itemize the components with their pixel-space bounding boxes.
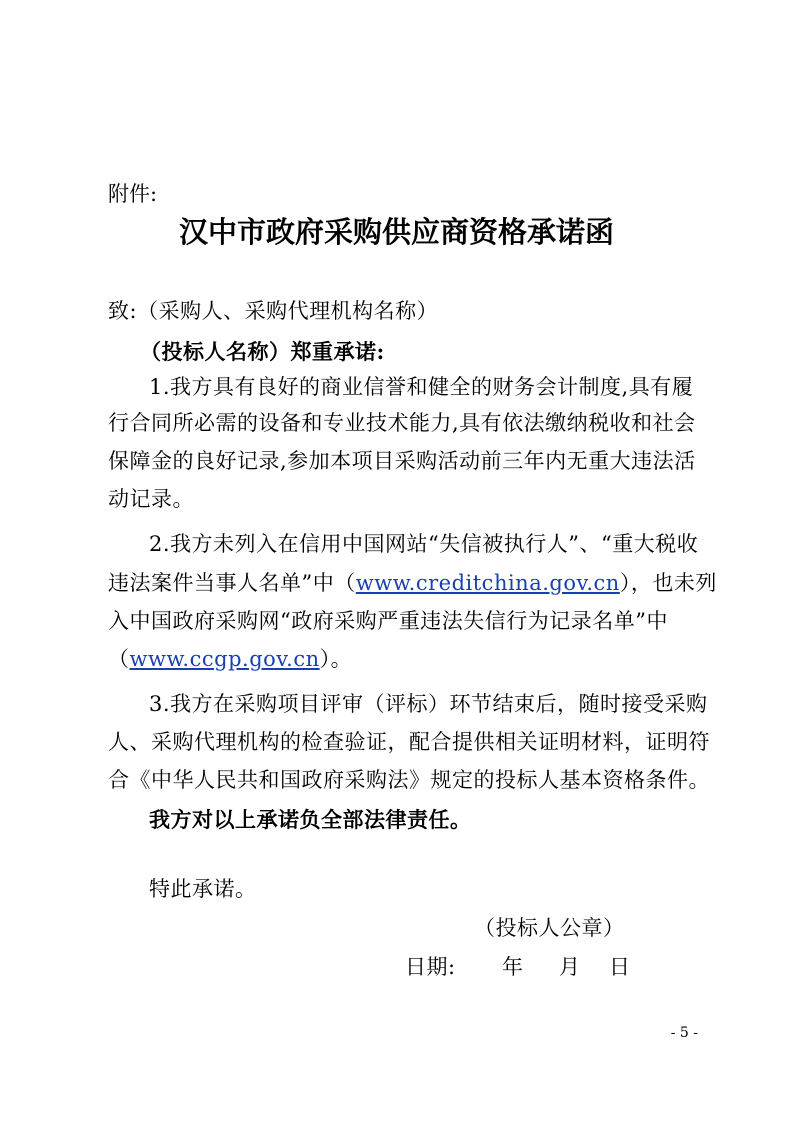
ccgp-link[interactable]: www.ccgp.gov.cn	[129, 647, 320, 671]
date-month: 月	[559, 955, 581, 979]
seal-label: （投标人公章）	[474, 916, 625, 940]
creditchina-link[interactable]: www.creditchina.gov.cn	[355, 571, 620, 595]
item2-line4-suffix: ）。	[319, 647, 353, 671]
document-title: 汉中市政府采购供应商资格承诺函	[178, 215, 614, 249]
item3-line2: 人、采购代理机构的检查验证，配合提供相关证明材料，证明符	[108, 730, 710, 754]
item1-line3: 保障金的良好记录,参加本项目采购活动前三年内无重大违法活	[108, 449, 696, 473]
responsibility-statement: 我方对以上承诺负全部法律责任。	[149, 807, 472, 832]
date-label: 日期:	[405, 955, 456, 979]
item2-line2-prefix: 违法案件当事人名单”中（	[108, 571, 356, 595]
item1-line2: 行合同所必需的设备和专业技术能力,具有依法缴纳税收和社会	[108, 411, 696, 435]
item2-line4-prefix: （	[108, 647, 130, 671]
item2-line3: 入中国政府采购网“政府采购严重违法失信行为记录名单”中	[108, 609, 668, 633]
attachment-label: 附件:	[108, 182, 158, 206]
item2-line2-suffix: ），也未列	[619, 571, 717, 595]
item1-line4: 动记录。	[108, 487, 194, 511]
item2-line4	[108, 645, 352, 673]
item2-line1: 2.我方未列入在信用中国网站“失信被执行人”、“重大税收	[149, 532, 699, 556]
page-number: - 5 -	[670, 1025, 698, 1041]
date-year: 年	[502, 955, 524, 979]
date-line	[405, 953, 631, 981]
item1-line1: 1.我方具有良好的商业信誉和健全的财务会计制度,具有履	[149, 375, 694, 399]
item2-line2	[108, 569, 717, 597]
closing-line: 特此承诺。	[149, 877, 257, 901]
date-day: 日	[609, 955, 631, 979]
item3-line3: 合《中华人民共和国政府采购法》规定的投标人基本资格条件。	[108, 768, 710, 792]
addressee-line: 致:（采购人、采购代理机构名称）	[108, 299, 439, 323]
item3-line1: 3.我方在采购项目评审（评标）环节结束后，随时接受采购	[149, 692, 708, 716]
commitment-intro: （投标人名称）郑重承诺:	[140, 339, 385, 364]
